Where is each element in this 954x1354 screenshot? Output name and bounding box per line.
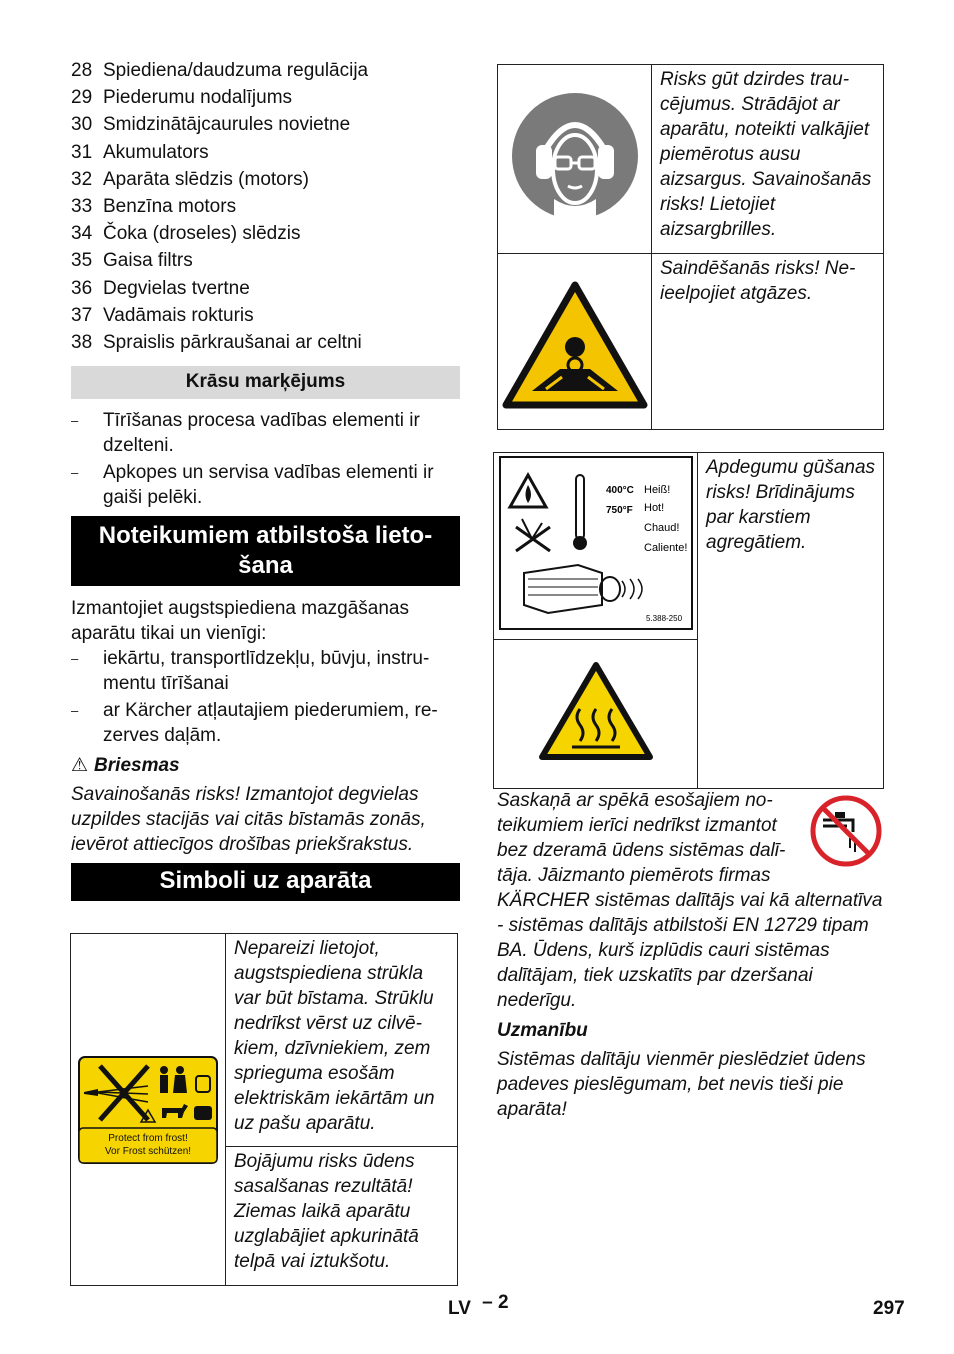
page-footer-language: LV – 2 xyxy=(448,1292,509,1319)
item-number: 35 xyxy=(71,250,93,272)
item-label: Spraislis pārkraušanai ar celtni xyxy=(103,331,362,353)
svg-text:Caliente!: Caliente! xyxy=(643,542,687,554)
item-label: Gaisa filtrs xyxy=(103,250,193,272)
list-item xyxy=(71,113,461,140)
item-number: 30 xyxy=(71,114,93,136)
list-item xyxy=(71,304,461,331)
item-number: 28 xyxy=(71,60,93,81)
item-label: Aparāta slēdzis (motors) xyxy=(103,168,309,190)
svg-text:400°C: 400°C xyxy=(605,485,634,496)
color-marking-heading: Krāsu marķējums xyxy=(71,366,460,399)
list-item: – ar Kärcher atļautajiem piederumiem, rezerves daļām. xyxy=(71,700,438,746)
list-item xyxy=(71,86,461,113)
warning-triangle-icon: ⚠ xyxy=(71,755,89,776)
symbols-table-left xyxy=(70,933,458,1286)
intended-use-intro: Izmantojiet augstspiediena mazgāšanas aparātu tikai un vienīgi: xyxy=(71,598,409,644)
item-label: Piederumu nodalījums xyxy=(103,87,293,109)
item-number: 38 xyxy=(71,331,93,353)
frost-warning-text: Bojājumu risks ūdens sasalšanas rezultātā! Ziemas laikā aparātu uzglabājiet apkurinātā telpā vai iztukšotu. xyxy=(226,1147,458,1286)
svg-text:Protect from frost!: Protect from frost! xyxy=(108,1132,188,1144)
item-number: 32 xyxy=(71,168,93,190)
intended-use-heading: Noteikumiem atbilstoša lieto- šana xyxy=(71,516,460,586)
list-item xyxy=(71,59,461,86)
hot-surface-warning-icon xyxy=(538,661,654,761)
color-marking-list xyxy=(71,408,461,512)
symbols-heading: Simboli uz aparāta xyxy=(71,863,460,901)
item-label: Degvielas tvertne xyxy=(103,277,250,299)
burn-warning-text: Apdegumu gūšanas risks! Brīdinājums par karstiem agregātiem. xyxy=(698,453,884,789)
list-item xyxy=(71,222,461,249)
item-number: 34 xyxy=(71,223,93,245)
no-drinking-water-icon xyxy=(809,794,883,868)
toxic-gas-warning-icon xyxy=(502,281,648,409)
item-number: 33 xyxy=(71,195,93,217)
svg-text:Heiß!: Heiß! xyxy=(643,484,670,496)
danger-text: Savainošanās risks! Izmantojot degvielas uzpildes stacijās vai citās bīstamās zonās, ievērot attiecīgos drošības priekšrakstus. xyxy=(71,784,426,855)
list-item: – Tīrīšanas procesa vadības elementi ir dzelteni. xyxy=(71,410,420,456)
svg-text:Vor Frost schützen!: Vor Frost schützen! xyxy=(104,1145,192,1157)
list-item xyxy=(71,168,461,195)
list-item xyxy=(71,331,461,358)
list-item: – iekārtu, transportlīdzekļu, būvju, instrumentu tīrīšanai xyxy=(71,648,430,694)
list-item: – Apkopes un servisa vadības elementi ir gaiši pelēki. xyxy=(71,462,434,508)
caution-text: Sistēmas dalītāju vienmēr pieslēdziet ūdens padeves pieslēgumam, bet nevis tieši pie aparāta! xyxy=(497,1049,866,1120)
item-label: Spiediena/daudzuma regulācija xyxy=(103,60,369,81)
parts-list xyxy=(71,59,461,358)
item-label: Smidzinātājcaurules novietne xyxy=(103,114,351,136)
page-number: 297 xyxy=(873,1298,905,1319)
hot-surface-label-icon xyxy=(498,455,694,631)
svg-text:Chaud!: Chaud! xyxy=(643,522,679,534)
symbols-table-right-top xyxy=(497,64,884,430)
symbols-table-right-bottom xyxy=(493,452,884,789)
system-separator-text: Saskaņā ar spēkā esošajiem noteikumiem ierīci nedrīkst izmantot bez dzeramā ūdens sistēmas dalītāja. Jāizmanto piemērots firmas KÄRCHER sistēmas dalītājs vai kā alternatīva - sistēmas dalītājs atbilstoši EN 12729 tipam BA. Ūdens, kurš izplūdis cauri sistēmas dalītājam, tiek uzskatīts par dzeršanai nederīgu. xyxy=(497,790,883,1011)
svg-text:Hot!: Hot! xyxy=(643,502,664,514)
item-label: Akumulators xyxy=(103,141,209,163)
item-number: 31 xyxy=(71,141,93,163)
danger-heading: ⚠ Briesmas xyxy=(71,755,180,776)
item-number: 29 xyxy=(71,87,93,109)
item-number: 36 xyxy=(71,277,93,299)
item-label: Benzīna motors xyxy=(103,195,237,217)
high-pressure-jet-warning-icon xyxy=(78,1056,218,1164)
intended-use-list xyxy=(71,646,461,750)
poison-warning-text: Saindēšanās risks! Neieelpojiet atgāzes. xyxy=(652,254,884,430)
jet-warning-sticker xyxy=(71,934,226,1286)
caution-heading: Uzmanību xyxy=(497,1020,588,1041)
item-number: 37 xyxy=(71,304,93,326)
svg-text:5.388-250: 5.388-250 xyxy=(645,614,682,623)
list-item xyxy=(71,277,461,304)
jet-warning-text: Nepareizi lietojot, augstspiediena strūkla var būt bīstama. Strūklu nedrīkst vērst uz cilvēkiem, dzīvniekiem, zem sprieguma esošām elektriskām iekārtām un uz pašu aparātu. xyxy=(226,934,458,1147)
list-item xyxy=(71,141,461,168)
svg-text:750°F: 750°F xyxy=(605,505,633,516)
list-item xyxy=(71,249,461,276)
item-label: Čoka (droseles) slēdzis xyxy=(103,223,301,245)
item-label: Vadāmais rokturis xyxy=(103,304,254,326)
list-item xyxy=(71,195,461,222)
ear-eye-protection-icon xyxy=(510,91,640,221)
hearing-warning-text: Risks gūt dzirdes traucējumus. Strādājot ar aparātu, noteikti valkājiet piemērotus ausu aizsargus. Savainošanās risks! Lietojiet aizsargbrilles. xyxy=(652,65,884,254)
